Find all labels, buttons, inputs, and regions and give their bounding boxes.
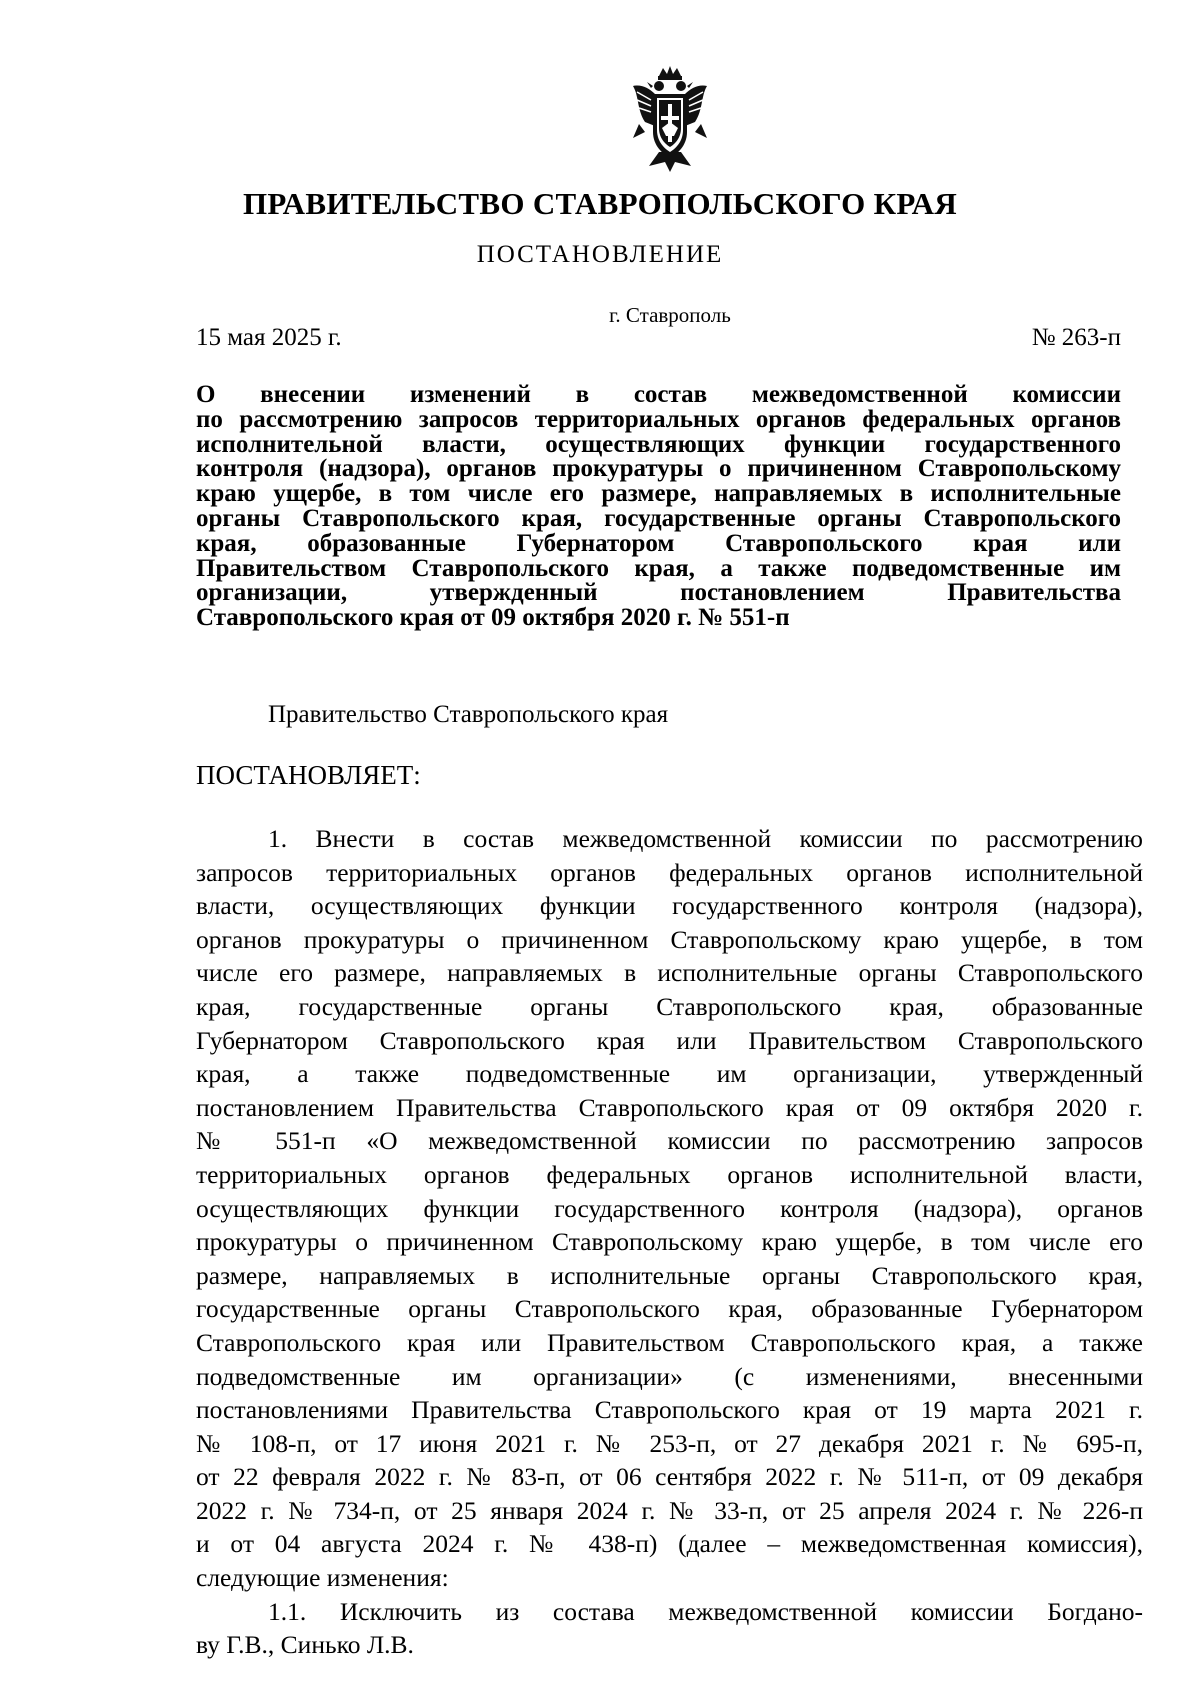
body-line: края, а также подведомственные им организации, утвержденный bbox=[196, 1059, 1143, 1089]
document-number: № 263-п bbox=[1031, 324, 1121, 351]
subject-line: краю ущербе, в том числе его размере, направляемых в исполнительные bbox=[196, 480, 1121, 508]
body-line: территориальных органов федеральных органов исполнительной власти, bbox=[196, 1159, 1143, 1189]
subject-line: Ставропольского края от 09 октября 2020 г. № 551-п bbox=[196, 604, 790, 632]
subject-line: края, образованные Губернатором Ставропольского края или bbox=[196, 529, 1121, 557]
intro-paragraph: Правительство Ставропольского края bbox=[268, 701, 669, 728]
city-label: г. Ставрополь bbox=[609, 303, 731, 327]
body-line: Губернатором Ставропольского края или Правительством Ставропольского bbox=[196, 1025, 1143, 1055]
body-line: размере, направляемых в исполнительные органы Ставропольского края, bbox=[196, 1260, 1143, 1290]
body-line: 1. Внести в состав межведомственной комиссии по рассмотрению bbox=[268, 824, 1143, 853]
body-line: от 22 февраля 2022 г. № 83-п, от 06 сентября 2022 г. № 511-п, от 09 декабря bbox=[196, 1462, 1143, 1492]
body-line: числе его размере, направляемых в исполнительные органы Ставропольского bbox=[196, 958, 1143, 988]
document-subject bbox=[196, 383, 1121, 631]
body-line: государственные органы Ставропольского края, образованные Губернатором bbox=[196, 1294, 1143, 1324]
body-line: следующие изменения: bbox=[196, 1563, 449, 1593]
body-line: 1.1. Исключить из состава межведомственной комиссии Богдано- bbox=[268, 1596, 1143, 1626]
subject-line: по рассмотрению запросов территориальных органов федеральных органов bbox=[196, 405, 1121, 433]
body-line: 2022 г. № 734-п, от 25 января 2024 г. № 33-п, от 25 апреля 2024 г. № 226-п bbox=[196, 1495, 1143, 1525]
subject-line: органы Ставропольского края, государственные органы Ставропольского bbox=[196, 504, 1121, 532]
body-line: запросов территориальных органов федеральных органов исполнительной bbox=[196, 857, 1143, 887]
body-line: № 108-п, от 17 июня 2021 г. № 253-п, от 27 декабря 2021 г. № 695-п, bbox=[196, 1428, 1143, 1458]
body-line: ву Г.В., Синько Л.В. bbox=[196, 1630, 414, 1660]
body-line: прокуратуры о причиненном Ставропольскому краю ущербе, в том числе его bbox=[196, 1227, 1143, 1257]
body-line: органов прокуратуры о причиненном Ставропольскому краю ущербе, в том bbox=[196, 924, 1143, 954]
organization-title: ПРАВИТЕЛЬСТВО СТАВРОПОЛЬСКОГО КРАЯ bbox=[242, 186, 958, 221]
body-line: Ставропольского края или Правительством Ставропольского края, а также bbox=[196, 1327, 1143, 1357]
body-line: и от 04 августа 2024 г. № 438-п) (далее – межведомственная комиссия), bbox=[196, 1529, 1143, 1559]
body-line: постановлениями Правительства Ставропольского края от 19 марта 2021 г. bbox=[196, 1395, 1143, 1425]
body-text bbox=[196, 822, 1143, 1662]
body-line: края, государственные органы Ставропольского края, образованные bbox=[196, 991, 1143, 1021]
subject-line: контроля (надзора), органов прокуратуры о причиненном Ставропольскому bbox=[196, 455, 1121, 483]
resolves-heading: ПОСТАНОВЛЯЕТ: bbox=[196, 760, 421, 790]
subject-line: организации, утвержденный постановлением Правительства bbox=[196, 579, 1121, 607]
body-line: № 551-п «О межведомственной комиссии по рассмотрению запросов bbox=[196, 1126, 1143, 1156]
body-line: осуществляющих функции государственного контроля (надзора), органов bbox=[196, 1193, 1143, 1223]
document-date: 15 мая 2025 г. bbox=[196, 324, 342, 351]
subject-line: Правительством Ставропольского края, а также подведомственные им bbox=[196, 554, 1121, 582]
subject-line: О внесении изменений в состав межведомственной комиссии bbox=[196, 381, 1121, 408]
coat-of-arms-icon bbox=[629, 66, 711, 174]
subject-line: исполнительной власти, осуществляющих функции государственного bbox=[196, 430, 1121, 458]
body-line: подведомственные им организации» (с изменениями, внесенными bbox=[196, 1361, 1143, 1391]
body-line: власти, осуществляющих функции государственного контроля (надзора), bbox=[196, 891, 1143, 921]
body-line: постановлением Правительства Ставропольского края от 09 октября 2020 г. bbox=[196, 1092, 1143, 1122]
document-type: ПОСТАНОВЛЕНИЕ bbox=[476, 241, 724, 268]
